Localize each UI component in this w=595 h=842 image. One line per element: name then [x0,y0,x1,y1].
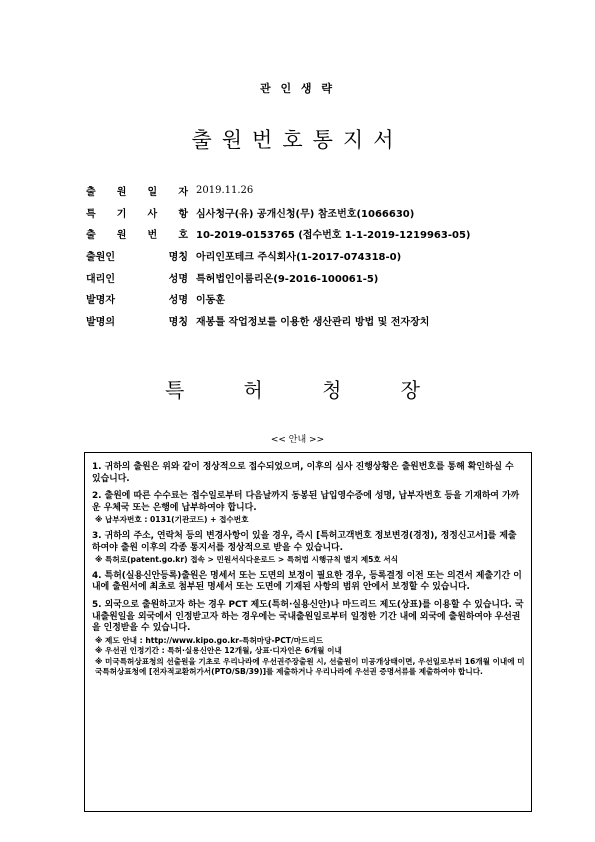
field-value: 아리인포테크 주식회사(1-2017-074318-0) [196,252,402,264]
field-value: 특허법인이룸리온(9-2016-100061-5) [196,273,379,285]
field-value: 10-2019-0153765 (접수번호 1-1-2019-1219963-05) [196,230,471,242]
guide-item-4 [92,571,525,594]
guide-note: ※ 제도 안내 : http://www.kipo.go.kr-특허마당-PCT/마드리드 [95,635,324,645]
field-value: 2019.11.26 [196,185,254,197]
guide-heading: << 안내 >> [270,435,325,445]
field-value: 이동훈 [196,295,225,307]
field-value: 재봉틀 작업정보를 이용한 생산관리 방법 및 전자장치 [196,316,430,328]
guide-item-3 [92,531,525,565]
field-label: 발명자 성명 [86,295,188,307]
field-row-agent [86,266,546,288]
application-fields [86,180,546,331]
issuer-char: 청 [322,378,342,402]
field-row-application-number [86,223,546,245]
guide-item-1 [92,462,525,485]
guide-note: ※ 납부자번호 : 0131(기관코드) + 접수번호 [95,515,249,525]
field-label: 출 원 일 자 [86,187,188,199]
issuer-signature [165,374,420,403]
field-label: 특 기 사 항 [86,208,188,220]
issuer-char: 허 [243,378,263,402]
document-title: 출원번호통지서 [191,128,404,152]
guide-note: ※ 우선권 인정기간 : 특허·실용신안은 12개월, 상표·디자인은 6개월 이내 [95,646,342,656]
field-value: 심사청구(유) 공개신청(무) 참조번호(1066630) [196,208,415,220]
field-label: 출 원 번 호 [86,230,188,242]
guide-item-text: 3. 귀하의 주소, 연락처 등의 변경사항이 있을 경우, 즉시 [특허고객번호 정보변경(경정), 정정신고서]를 제출하여야 출원 이후의 각종 통지서를 정상적으로 받을 수 있습니다. [92,530,517,553]
guide-note: ※ 미국특허상표청의 선출원을 기초로 우리나라에 우선권주장출원 시, 선출원이 미공개상태이면, 우선일로부터 16개월 이내에 미국특허상표청에 [전자적교환허가서(PTO/SB/39)]를 제출하거나 우리나라에 우선권 증명서류를 제출하여야 합니다. [95,656,525,676]
seal-omitted-note: 관 인 생 략 [260,82,335,95]
field-row-filing-date [86,180,546,202]
guide-item-text: 5. 외국으로 출원하고자 하는 경우 PCT 제도(특허·실용신안)나 마드리드 제도(상표)를 이용할 수 있습니다. 국내출원일을 외국에서 인정받고자 하는 경우에는 국내출원일로부터 일정한 기간 내에 외국에 출원하여야 우선권을 인정받을 수 있습니다. [92,599,524,634]
guide-box [84,452,532,812]
field-row-invention-title [86,310,546,332]
field-row-applicant [86,245,546,267]
field-label: 대리인 성명 [86,273,188,285]
guide-item-5 [92,600,525,676]
field-label: 발명의 명칭 [86,316,188,328]
issuer-char: 특 [165,378,185,402]
field-row-special-notes [86,202,546,224]
guide-note: ※ 특허로(patent.go.kr) 접속 > 민원서식다운로드 > 특허법 시행규칙 별지 제5호 서식 [95,555,399,565]
issuer-char: 장 [400,378,420,402]
guide-item-text: 2. 출원에 따른 수수료는 접수일로부터 다음날까지 동봉된 납입영수증에 성명, 납부자번호 등을 기재하여 가까운 우체국 또는 은행에 납부하여야 합니다. [92,491,520,513]
guide-item-2 [92,491,525,525]
field-row-inventor [86,288,546,310]
guide-item-text: 4. 특허(실용신안등록)출원은 명세서 또는 도면의 보정이 필요한 경우, 등록결정 이전 또는 의견서 제출기간 이내에 출원서에 최초로 첨부된 명세서 또는 도면에 기재된 사항의 범위 안에서 보정할 수 있습니다. [92,570,522,593]
field-label: 출원인 명칭 [86,252,188,264]
guide-item-text: 1. 귀하의 출원은 위와 같이 정상적으로 접수되었으며, 이후의 심사 진행상황은 출원번호를 통해 확인하실 수 있습니다. [92,462,514,484]
